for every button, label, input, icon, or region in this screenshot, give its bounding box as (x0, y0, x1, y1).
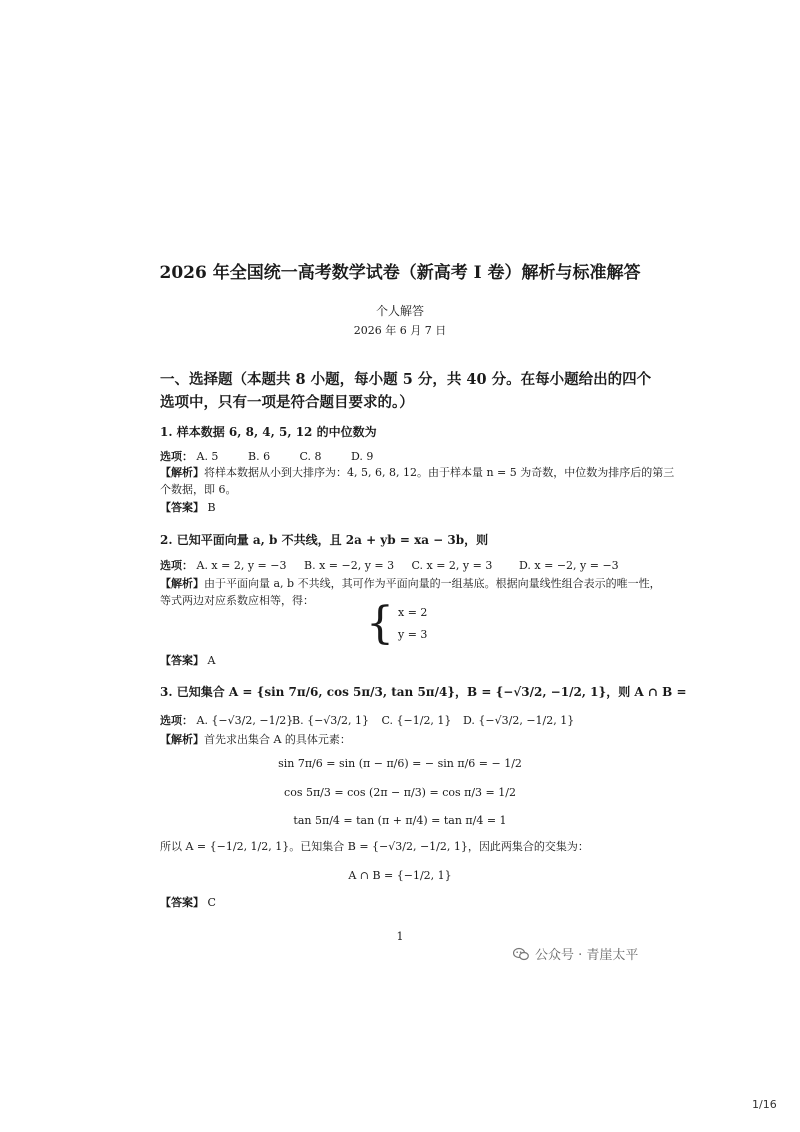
q3-equation-cos: cos 5π/3 = cos (2π − π/3) = cos π/3 = 1/2 (284, 786, 516, 799)
q2-option-b: B. x = −2, y = 3 (304, 559, 395, 572)
q1-answer-value: B (207, 501, 216, 514)
watermark-text: 公众号 · 青崖太平 (535, 948, 639, 963)
document-author: 个人解答 (375, 304, 424, 318)
q1-title: 1. 样本数据 6, 8, 4, 5, 12 的中位数为 (160, 425, 377, 439)
page-number: 1 (396, 930, 404, 943)
q2-analysis-label: 【解析】 (160, 577, 204, 590)
q1-option-d: D. 9 (351, 450, 374, 463)
q1-option-c: C. 8 (299, 450, 322, 463)
q3-option-d: D. {−√3/2, −1/2, 1} (463, 714, 575, 727)
q3-equation-sin: sin 7π/6 = sin (π − π/6) = − sin π/6 = − 1/2 (278, 757, 522, 770)
q1-analysis-line1 (160, 464, 674, 480)
q3-options-label: 选项： (160, 714, 193, 727)
q1-analysis-text: 将样本数据从小到大排序为：4, 5, 6, 8, 12。由于样本量 n = 5 为奇数，中位数为排序后的第三 (204, 466, 675, 479)
q2-options-label: 选项： (160, 559, 193, 572)
document-date: 2026 年 6 月 7 日 (353, 324, 447, 337)
document-title: 2026 年全国统一高考数学试卷（新高考 I 卷）解析与标准解答 (159, 263, 641, 283)
q1-options-label: 选项： (160, 450, 193, 463)
q2-analysis-line1 (160, 575, 661, 591)
q3-option-c: C. {−1/2, 1} (381, 714, 452, 727)
left-brace-icon: { (366, 598, 394, 649)
q2-option-a: A. x = 2, y = −3 (196, 559, 287, 572)
watermark (513, 944, 638, 963)
wechat-icon (513, 947, 529, 961)
q1-answer-label: 【答案】 (160, 501, 204, 514)
q3-answer-value: C (207, 896, 216, 909)
q3-answer-label: 【答案】 (160, 896, 204, 909)
q2-system-line1: x = 2 (398, 606, 428, 619)
section-heading-line2: 选项中，只有一项是符合题目要求的。） (160, 394, 414, 411)
q3-answer (160, 894, 216, 910)
q2-answer-value: A (207, 654, 216, 667)
q2-options (160, 557, 619, 573)
q3-options (160, 712, 574, 728)
q3-conclusion: 所以 A = {−1/2, 1/2, 1}。已知集合 B = {−√3/2, −1/2, 1}，因此两集合的交集为： (160, 840, 589, 853)
q3-analysis-label: 【解析】 (160, 733, 204, 746)
page-counter: 1/16 (752, 1098, 777, 1111)
q2-analysis-text: 由于平面向量 a, b 不共线，其可作为平面向量的一组基底。根据向量线性组合表示的唯一性， (204, 577, 661, 590)
q1-option-b: B. 6 (248, 450, 271, 463)
q2-equation-system (366, 598, 428, 649)
q2-analysis-line2: 等式两边对应系数应相等，得： (160, 594, 314, 607)
q1-options (160, 448, 373, 464)
q3-option-a: A. {−√3/2, −1/2} (196, 714, 294, 727)
q3-analysis-line1 (160, 731, 351, 747)
q1-analysis-label: 【解析】 (160, 466, 204, 479)
q2-option-c: C. x = 2, y = 3 (411, 559, 493, 572)
q3-equation-tan: tan 5π/4 = tan (π + π/4) = tan π/4 = 1 (293, 814, 507, 827)
q2-option-d: D. x = −2, y = −3 (519, 559, 619, 572)
q2-answer-label: 【答案】 (160, 654, 204, 667)
q3-title: 3. 已知集合 A = {sin 7π/6, cos 5π/3, tan 5π/4}，B = {−√3/2, −1/2, 1}，则 A ∩ B = (160, 685, 687, 699)
q3-option-b: B. {−√3/2, 1} (292, 714, 369, 727)
q2-answer (160, 652, 215, 668)
q1-answer (160, 499, 216, 515)
q1-analysis-line2: 个数据，即 6。 (160, 483, 237, 496)
q1-option-a: A. 5 (196, 450, 219, 463)
q3-intersection: A ∩ B = {−1/2, 1} (348, 869, 452, 882)
section-heading-line1: 一、选择题（本题共 8 小题，每小题 5 分，共 40 分。在每小题给出的四个 (160, 371, 652, 388)
q2-title: 2. 已知平面向量 a, b 不共线，且 2a + yb = xa − 3b，则 (160, 533, 489, 547)
q2-system-line2: y = 3 (398, 628, 428, 641)
q3-analysis-text: 首先求出集合 A 的具体元素： (204, 733, 351, 746)
